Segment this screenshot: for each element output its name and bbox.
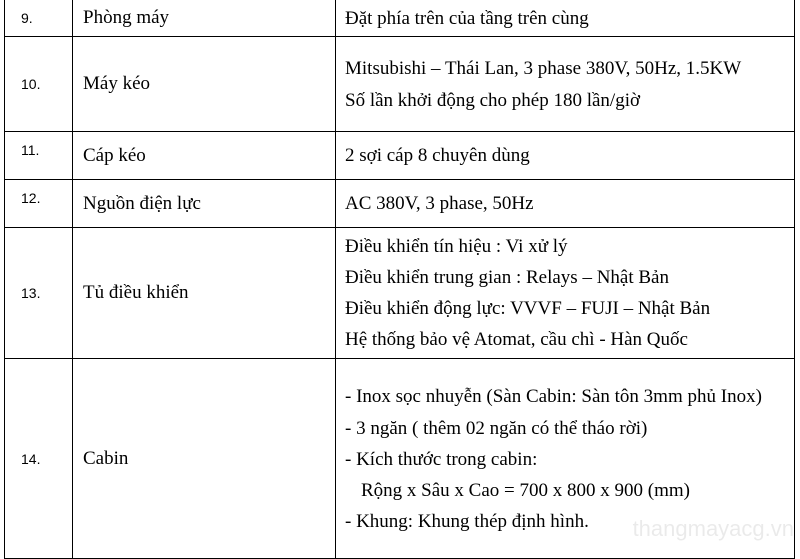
description-line: AC 380V, 3 phase, 50Hz: [345, 193, 534, 214]
item-name: Cáp kéo: [73, 132, 336, 180]
table-row: [5, 132, 795, 180]
row-number: 10.: [5, 37, 73, 132]
item-description: [336, 132, 795, 180]
row-number: 12.: [5, 180, 73, 228]
table-row: [5, 37, 795, 132]
item-name: Máy kéo: [73, 37, 336, 132]
description-line: Số lần khởi động cho phép 180 lần/giờ: [345, 89, 641, 111]
table-row: [5, 228, 795, 359]
description-line: 2 sợi cáp 8 chuyên dùng: [345, 145, 530, 166]
table-row: [5, 180, 795, 228]
row-number: 13.: [5, 228, 73, 359]
row-number: 14.: [5, 359, 73, 559]
item-name: Nguồn điện lực: [73, 180, 336, 228]
description-line: - Kích thước trong cabin:: [345, 448, 538, 470]
description-line: - Inox sọc nhuyễn (Sàn Cabin: Sàn tôn 3mm phủ Inox): [345, 385, 762, 407]
description-line: Rộng x Sâu x Cao = 700 x 800 x 900 (mm): [361, 479, 690, 501]
table-row: [5, 0, 795, 37]
item-name: Phòng máy: [73, 0, 336, 37]
specification-table: [4, 0, 795, 559]
item-name: Cabin: [73, 359, 336, 559]
row-number: 11.: [5, 132, 73, 180]
description-line: Đặt phía trên của tầng trên cùng: [345, 7, 589, 29]
item-name: Tủ điều khiển: [73, 228, 336, 359]
description-line: Mitsubishi – Thái Lan, 3 phase 380V, 50Hz, 1.5KW: [345, 57, 742, 79]
description-line: Điều khiển trung gian : Relays – Nhật Bản: [345, 267, 669, 288]
item-description: [336, 0, 795, 37]
item-description: [336, 228, 795, 359]
description-line: - Khung: Khung thép định hình.: [345, 510, 589, 532]
row-number: 9.: [5, 0, 73, 37]
item-description: [336, 180, 795, 228]
description-line: - 3 ngăn ( thêm 02 ngăn có thể tháo rời): [345, 417, 648, 439]
description-line: Điều khiển động lực: VVVF – FUJI – Nhật Bản: [345, 298, 711, 319]
description-line: Điều khiển tín hiệu : Vi xử lý: [345, 236, 568, 257]
watermark: thangmayacg.vn: [632, 516, 794, 541]
description-line: Hệ thống bảo vệ Atomat, cầu chì - Hàn Quốc: [345, 329, 688, 350]
item-description: [336, 37, 795, 132]
